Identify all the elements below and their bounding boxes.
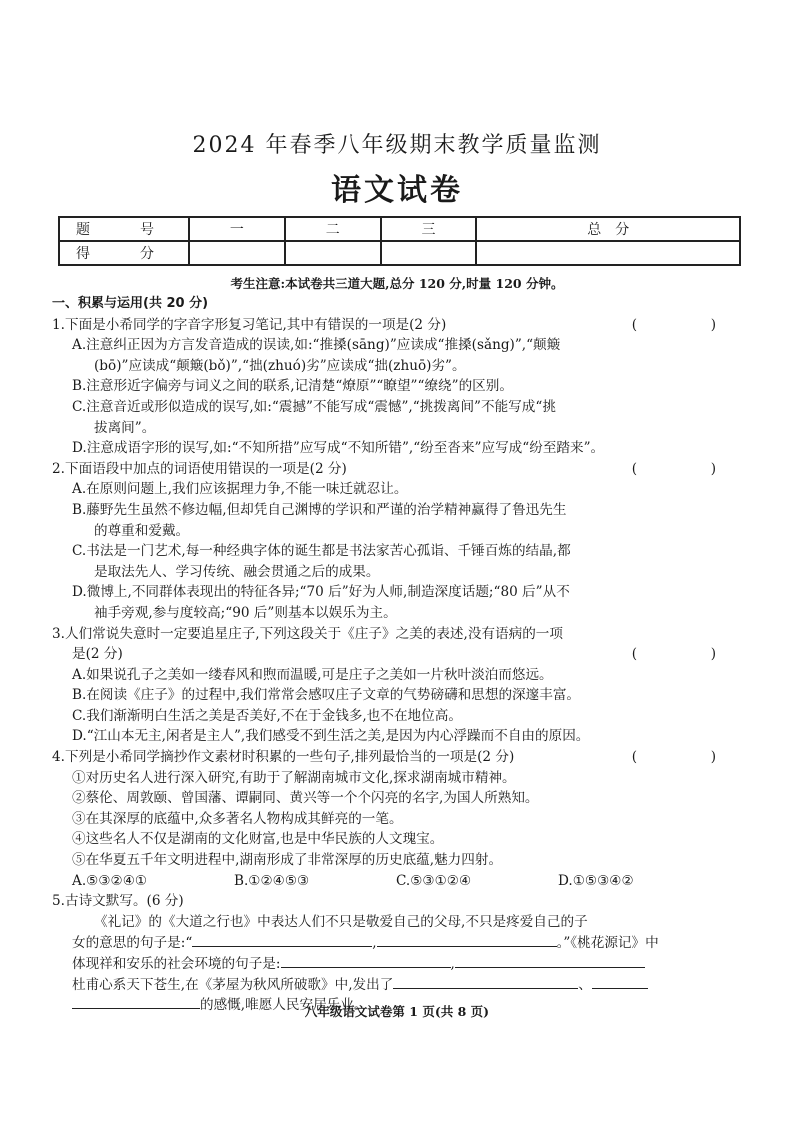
q3-option-d: D.“江山本无主,闲者是主人”,我们感受不到生活之美,是因为内心浮躁而不自由的原因。: [72, 728, 590, 745]
score-table-score-row: [59, 241, 740, 265]
score-cell-label: 题 号: [59, 217, 189, 241]
q4-option-b: B.①②④⑤③: [234, 872, 310, 889]
q4-sentence-1: ①对历史名人进行深入研究,有助于了解湖南城市文化,探求湖南城市精神。: [72, 769, 516, 786]
question-area: [52, 294, 752, 1015]
q2-option-d-cont: 袖手旁观,参与度较高;“90 后”则基本以娱乐为主。: [94, 604, 397, 621]
question-4-stem: 4.下列是小希同学摘抄作文素材时积累的一些句子,排列最恰当的一项是(2 分) ( ): [52, 747, 752, 768]
q2-option-d: D.微博上,不同群体表现出的特征各异;“70 后”好为人师,制造深度话题;“80 后”从不: [72, 584, 570, 601]
question-5-stem: 5.古诗文默写。(6 分): [52, 893, 184, 910]
answer-bracket[interactable]: ( ): [631, 460, 746, 477]
score-blank-part3[interactable]: [381, 241, 477, 265]
q5-line-4: 杜甫心系天下苍生,在《茅屋为秋风所破歌》中,发出了 、: [52, 974, 752, 995]
answer-blank[interactable]: [455, 953, 645, 968]
exam-title: 2024 年春季八年级期末教学质量监测: [192, 133, 602, 158]
q2-option-c-cont: 是取法先人、学习传统、融会贯通之后的成果。: [94, 563, 380, 580]
answer-blank[interactable]: [393, 974, 578, 989]
q5-line-3: 体现祥和安乐的社会环境的句子是: ,: [52, 953, 752, 974]
q5-line-2: 女的意思的句子是:“ , 。”《桃花源记》中: [52, 932, 752, 953]
q4-sentence-4: ④这些名人不仅是湖南的文化财富,也是中华民族的人文瑰宝。: [72, 831, 444, 848]
question-3-stem: 3.人们常说失意时一定要追星庄子,下列这段关于《庄子》之美的表述,没有语病的一项: [52, 625, 563, 642]
answer-bracket[interactable]: ( ): [631, 316, 746, 333]
answer-blank[interactable]: [281, 953, 451, 968]
q2-option-b-cont: 的尊重和爱戴。: [94, 522, 190, 539]
q1-option-c: C.注意音近或形似造成的误写,如:“震撼”不能写成“震憾”,“挑拨离间”不能写成“挑: [72, 398, 556, 415]
q3-option-b: B.在阅读《庄子》的过程中,我们常常会感叹庄子文章的气势磅礴和思想的深邃丰富。: [72, 687, 581, 704]
q2-option-c: C.书法是一门艺术,每一种经典字体的诞生都是书法家苦心孤诣、千锤百炼的结晶,都: [72, 543, 571, 560]
q1-option-a-cont: (bō)”应读成“颠簸(bǒ)”,“拙(zhuó)劣”应读成“拙(zhuō)劣”。: [94, 357, 466, 374]
exam-subtitle: 语文试卷: [331, 173, 463, 208]
exam-notice: 考生注意:本试卷共三道大题,总分 120 分,时量 120 分钟。: [230, 276, 564, 291]
q4-sentence-2: ②蔡伦、周敦颐、曾国藩、谭嗣同、黄兴等一个个闪亮的名字,为国人所熟知。: [72, 790, 539, 807]
page-footer: 八年级语文试卷第 1 页(共 8 页): [304, 1004, 490, 1019]
question-2-stem: 2.下面语段中加点的词语使用错误的一项是(2 分) ( ): [52, 459, 752, 480]
score-blank-part2[interactable]: [285, 241, 381, 265]
score-cell-part3: 三: [381, 217, 477, 241]
q5-line-5: 的感慨,唯愿人民安居乐业。: [52, 994, 752, 1015]
q4-option-d: D.①⑤③④②: [558, 872, 634, 889]
score-blank-part1[interactable]: [189, 241, 285, 265]
q4-sentence-3: ③在其深厚的底蕴中,众多著名人物构成其鲜亮的一笔。: [72, 810, 403, 827]
answer-bracket[interactable]: ( ): [631, 749, 746, 766]
answer-blank[interactable]: [592, 974, 648, 989]
answer-blank[interactable]: [377, 932, 557, 947]
q4-sentence-5: ⑤在华夏五千年文明进程中,湖南形成了非常深厚的历史底蕴,魅力四射。: [72, 852, 503, 869]
section-heading: 一、积累与运用(共 20 分): [52, 296, 209, 311]
q4-options: [52, 871, 752, 892]
score-row-label: 得 分: [59, 241, 189, 265]
score-cell-total: 总 分: [476, 217, 740, 241]
answer-bracket[interactable]: ( ): [631, 646, 746, 663]
score-table-header-row: [59, 217, 740, 241]
score-blank-total[interactable]: [476, 241, 740, 265]
q4-option-a: A.⑤③②④①: [72, 872, 148, 889]
q2-option-b: B.藤野先生虽然不修边幅,但却凭自己渊博的学识和严谨的治学精神赢得了鲁迅先生: [72, 501, 567, 518]
score-cell-part2: 二: [285, 217, 381, 241]
q1-option-b: B.注意形近字偏旁与词义之间的联系,记清楚“燎原”“瞭望”“缭绕”的区别。: [72, 378, 513, 395]
question-3-stem-cont: 是(2 分) ( ): [52, 644, 752, 665]
score-cell-part1: 一: [189, 217, 285, 241]
q3-option-c: C.我们渐渐明白生活之美是否美好,不在于金钱多,也不在地位高。: [72, 707, 462, 724]
q1-option-d: D.注意成语字形的误写,如:“不知所措”应写成“不知所错”,“纷至沓来”应写成“纷至踏来”。: [72, 440, 605, 457]
q5-line-1: 《礼记》的《大道之行也》中表达人们不只是敬爱自己的父母,不只是疼爱自己的子: [94, 913, 588, 930]
answer-blank[interactable]: [192, 932, 372, 947]
score-table: [58, 216, 741, 266]
q1-option-c-cont: 拔离间”。: [94, 419, 156, 436]
q2-option-a: A.在原则问题上,我们应该据理力争,不能一味迁就忍让。: [72, 481, 408, 498]
q3-option-a: A.如果说孔子之美如一缕春风和煦而温暖,可是庄子之美如一片秋叶淡泊而悠远。: [72, 666, 553, 683]
q1-option-a: A.注意纠正因为方言发音造成的误读,如:“推搡(sāng)”应读成“推搡(sǎng)”,“颠簸: [72, 337, 561, 354]
question-1-stem: 1.下面是小希同学的字音字形复习笔记,其中有错误的一项是(2 分) ( ): [52, 315, 752, 336]
q4-option-c: C.⑤③①②④: [396, 872, 472, 889]
